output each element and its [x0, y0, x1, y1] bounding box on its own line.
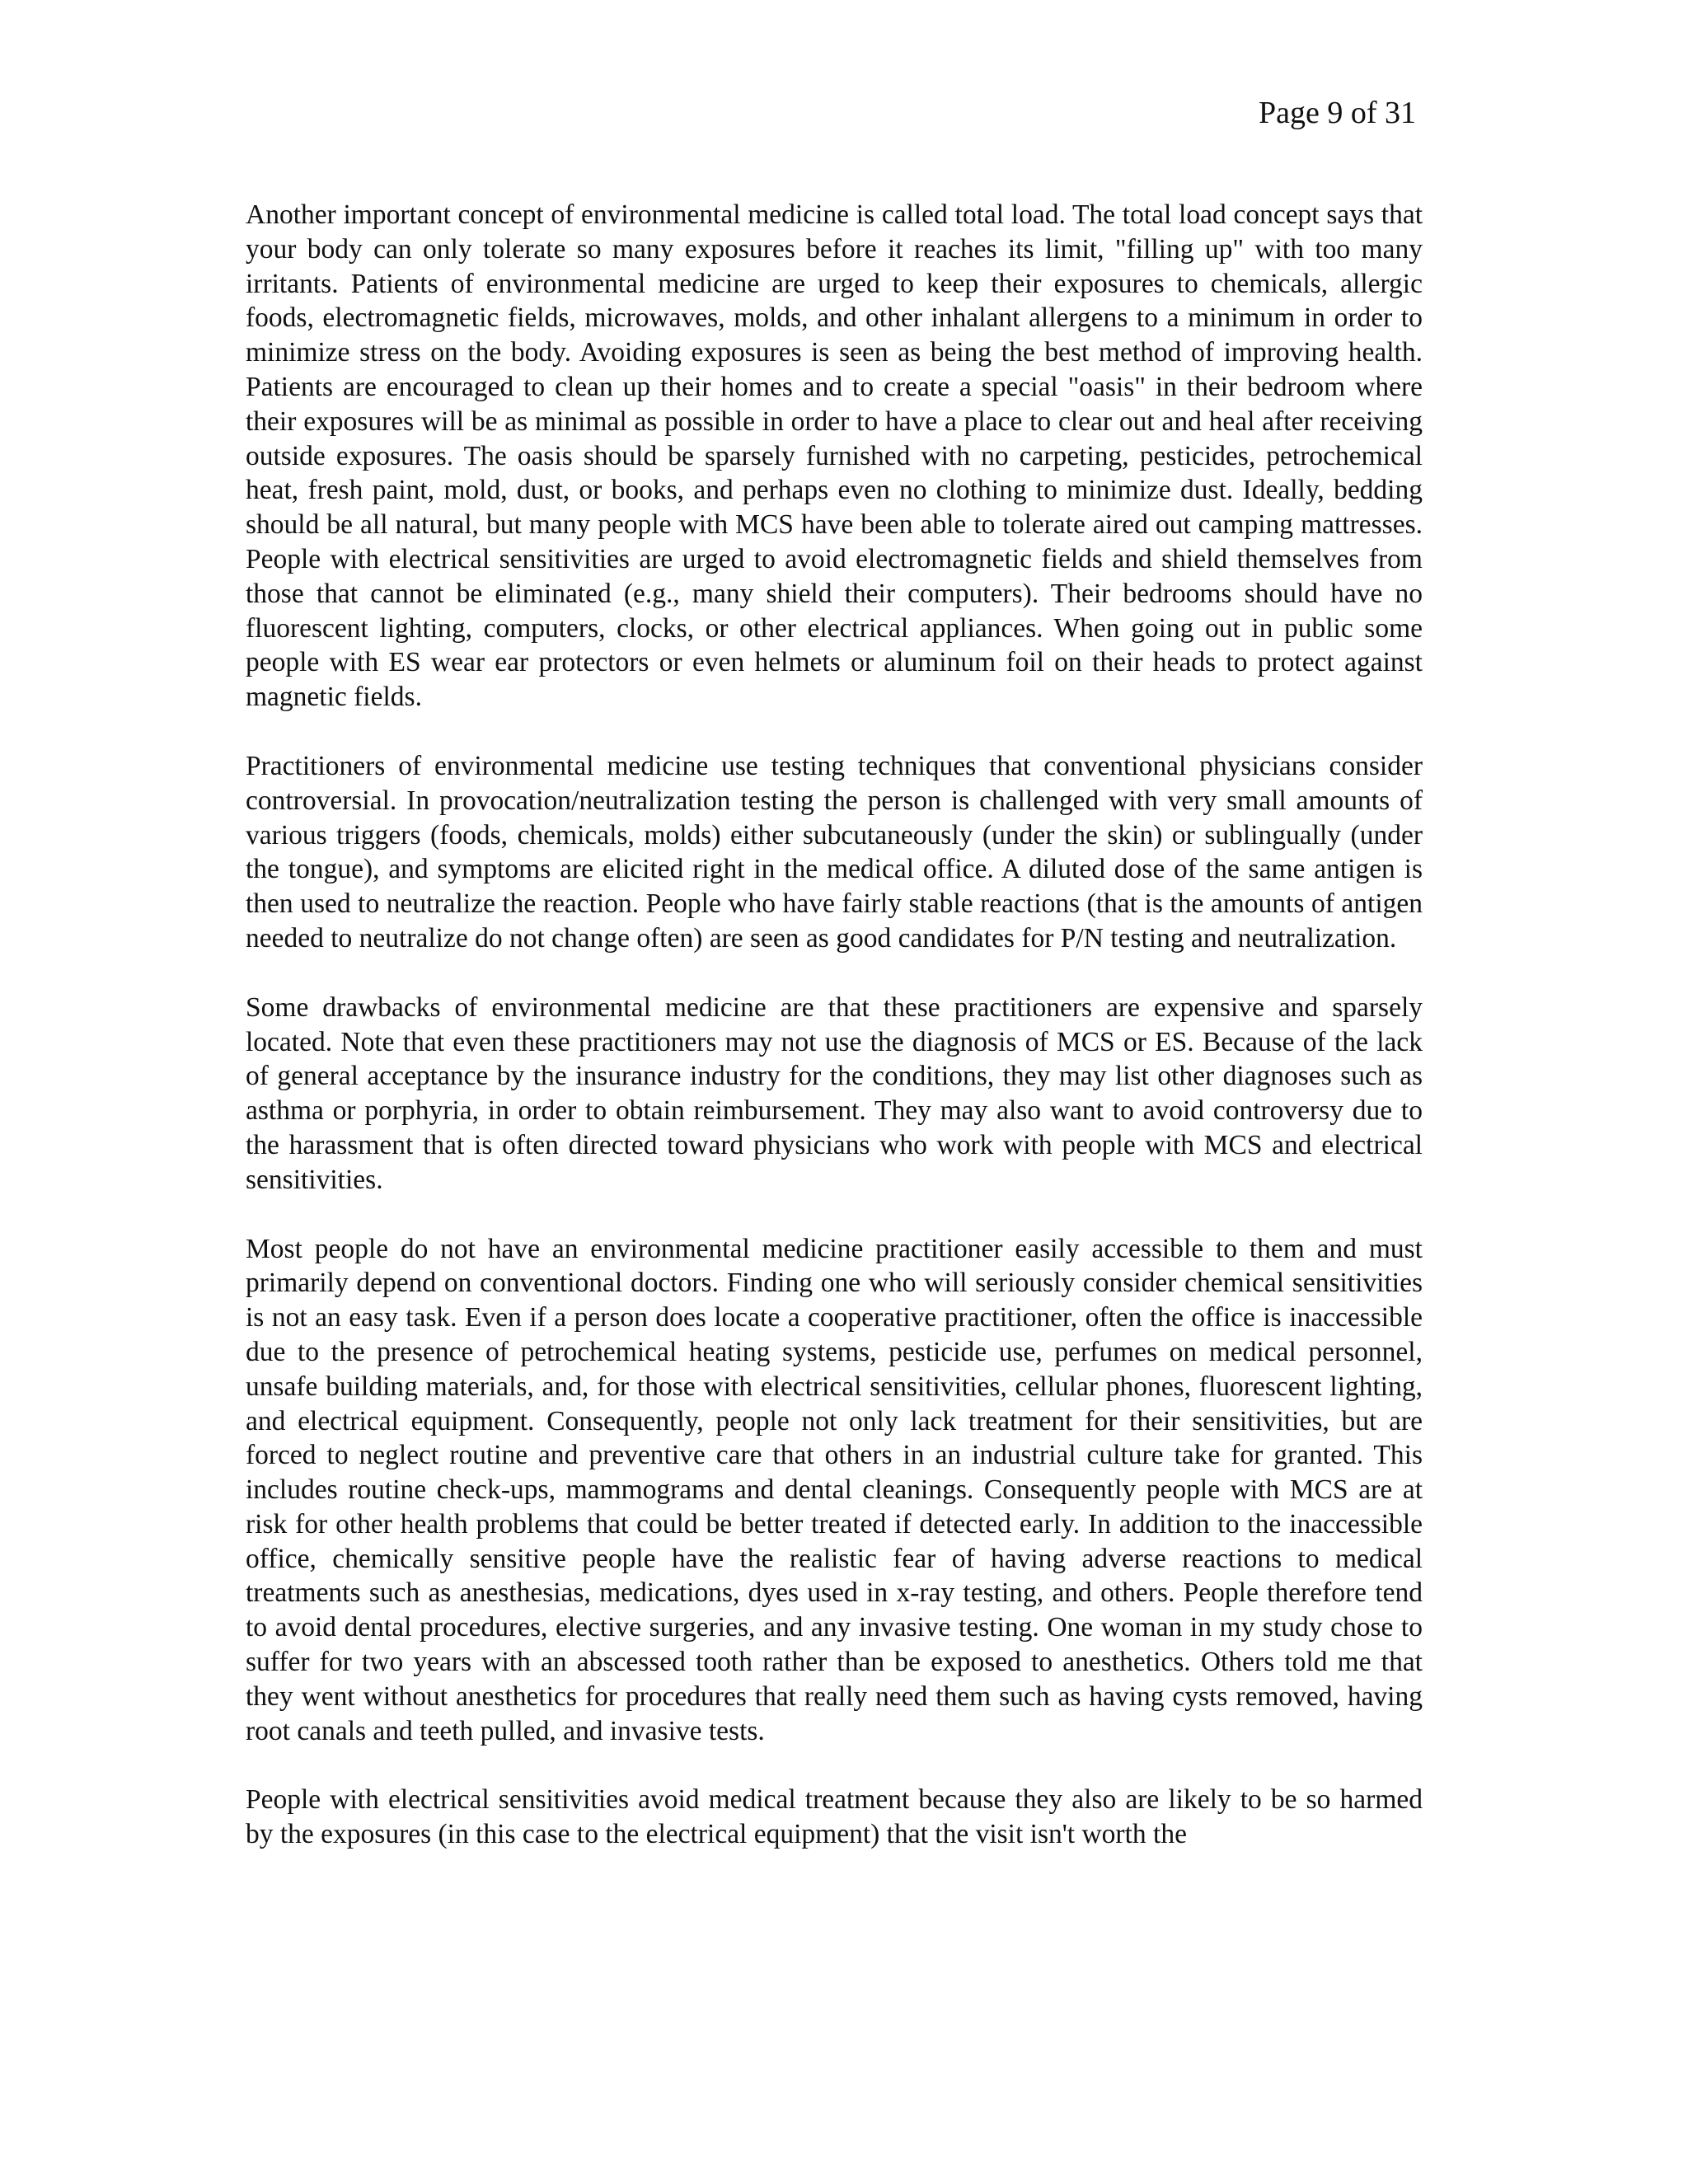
document-body: [246, 198, 1423, 1886]
paragraph-conventional-doctors: Most people do not have an environmental medicine practitioner easily accessible to them and must primarily depend on conventional doctors. Finding one who will seriously consider chemical sensitivities is not an easy task. Even if a person does locate a cooperative practitioner, often the office is inaccessible due to the presence of petrochemical heating systems, pesticide use, perfumes on medical personnel, unsafe building materials, and, for those with electrical sensitivities, cellular phones, fluorescent lighting, and electrical equipment. Consequently, people not only lack treatment for their sensitivities, but are forced to neglect routine and preventive care that others in an industrial culture take for granted. This includes routine check-ups, mammograms and dental cleanings. Consequently people with MCS are at risk for other health problems that could be better treated if detected early. In addition to the inaccessible office, chemically sensitive people have the realistic fear of having adverse reactions to medical treatments such as anesthesias, medications, dyes used in x-ray testing, and others. People therefore tend to avoid dental procedures, elective surgeries, and any invasive testing. One woman in my study chose to suffer for two years with an abscessed tooth rather than be exposed to anesthetics. Others told me that they went without anesthetics for procedures that really need them such as having cysts removed, having root canals and teeth pulled, and invasive tests.: [246, 1233, 1423, 1746]
paragraph-testing-techniques: Practitioners of environmental medicine use testing techniques that conventional physicians consider controversial. In provocation/neutralization testing the person is challenged with very small amounts of various triggers (foods, chemicals, molds) either subcutaneously (under the skin) or sublingually (under the tongue), and symptoms are elicited right in the medical office. A diluted dose of the same antigen is then used to neutralize the reaction. People who have fairly stable reactions (that is the amounts of antigen needed to neutralize do not change often) are seen as good candidates for P/N testing and neutralization.: [246, 750, 1423, 954]
paragraph-total-load: Another important concept of environmental medicine is called total load. The total load concept says that your body can only tolerate so many exposures before it reaches its limit, "filling up" with too many irritants. Patients of environmental medicine are urged to keep their exposures to chemicals, allergic foods, electromagnetic fields, microwaves, molds, and other inhalant allergens to a minimum in order to minimize stress on the body. Avoiding exposures is seen as being the best method of improving health. Patients are encouraged to clean up their homes and to create a special "oasis" in their bedroom where their exposures will be as minimal as possible in order to have a place to clear out and heal after receiving outside exposures. The oasis should be sparsely furnished with no carpeting, pesticides, petrochemical heat, fresh paint, mold, dust, or books, and perhaps even no clothing to minimize dust. Ideally, bedding should be all natural, but many people with MCS have been able to tolerate aired out camping mattresses. People with electrical sensitivities are urged to avoid electromagnetic fields and shield themselves from those that cannot be eliminated (e.g., many shield their computers). Their bedrooms should have no fluorescent lighting, computers, clocks, or other electrical appliances. When going out in public some people with ES wear ear protectors or even helmets or aluminum foil on their heads to protect against magnetic fields.: [246, 199, 1423, 713]
paragraph-electrical-sensitivities: People with electrical sensitivities avoid medical treatment because they also are likely to be so harmed by the exposures (in this case to the electrical equipment) that the visit isn't worth the: [246, 1784, 1423, 1850]
paragraph-drawbacks: Some drawbacks of environmental medicine are that these practitioners are expensive and sparsely located. Note that even these practitioners may not use the diagnosis of MCS or ES. Because of the lack of general acceptance by the insurance industry for the conditions, they may list other diagnoses such as asthma or porphyria, in order to obtain reimbursement. They may also want to avoid controversy due to the harassment that is often directed toward physicians who work with people with MCS and electrical sensitivities.: [246, 991, 1423, 1195]
page-number: Page 9 of 31: [1258, 96, 1416, 130]
